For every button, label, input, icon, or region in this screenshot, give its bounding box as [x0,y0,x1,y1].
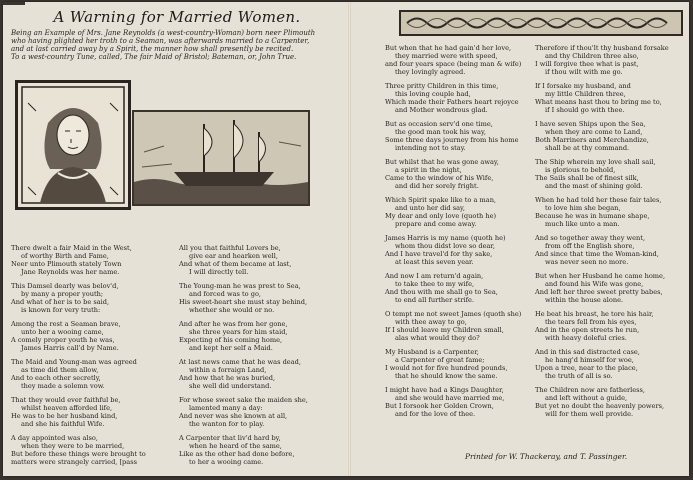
verse-line: He was to be her husband kind, [11,412,118,420]
verse-stanza [11,434,173,466]
verse-line: James Harris is my name (quoth he) [385,234,506,242]
verse-line: with heavy doleful cries. [545,334,627,342]
verse-line: And never was she known at all, [179,412,288,420]
verse-line: lamented many a day: [189,404,263,412]
verse-line: and Mother wondrous glad. [395,106,488,114]
verse-line: O tempt me not sweet James (quoth she) [385,310,522,318]
verse-line: from off the English shore, [545,242,635,250]
verse-stanza [535,120,685,152]
verse-stanza [535,234,685,266]
verse-stanza [11,244,173,276]
verse-line: But before these things were brought to [11,450,146,458]
verse-line: My dear and only love (quoth he) [385,212,497,220]
verse-line: At last news came that he was dead, [179,358,301,366]
verse-stanza [179,396,341,428]
verse-line: That they would ever faithful be, [11,396,121,404]
verse-line: I would not for five hundred pounds, [385,364,508,372]
scan-edge [3,2,25,5]
verse-stanza [11,282,173,314]
verse-stanza [385,44,535,76]
center-fold [348,2,351,476]
verse-line: And now I am return'd again, [385,272,484,280]
verse-line: and did her sorely fright. [395,182,479,190]
verse-line: is known for very truth: [21,306,101,314]
verse-line: Among the rest a Seaman brave, [11,320,121,328]
verse-line: with thee away to go, [395,318,467,326]
verse-line: If I forsake my husband, and [535,82,631,90]
verse-stanza [385,310,535,342]
verse-line: matters were strangely carried, [pass [11,458,137,466]
verse-line: Expecting of his coming home, [179,336,283,344]
verse-line: I will forgive thee what is past, [535,60,639,68]
verse-line: The Maid and Young-man was agreed [11,358,137,366]
verse-line: The Children now are fatherless, [535,386,646,394]
verse-stanza [385,386,535,418]
verse-line: The Young-man he was prest to Sea, [179,282,301,290]
verse-line: Because he was in humane shape, [535,212,650,220]
verse-line: a spirit in the night, [395,166,462,174]
verse-line: But yet no doubt the heavenly powers, [535,402,665,410]
verse-line: And thou with me shall go to Sea, [385,288,498,296]
verse-line: at least this seven year. [395,258,474,266]
verse-line: this loving couple had, [395,90,471,98]
verse-stanza [179,282,341,314]
verse-stanza [535,272,685,304]
verse-line: will for them well provide. [545,410,634,418]
verse-line: to love him she began, [545,204,621,212]
woodcut-illustrations [11,76,343,206]
verse-line: And in this sad distracted case, [535,348,640,356]
verse-line: and she his faithful Wife. [21,420,105,428]
verse-line: when they are come to Land, [545,128,643,136]
verse-stanza [385,234,535,266]
verse-stanza [179,434,341,466]
verse-stanza [385,82,535,114]
verse-stanza [535,196,685,228]
verse-line: if thou wilt with me go. [545,68,623,76]
verse-line: Jane Reynolds was her name. [21,268,120,276]
verse-line: they lovingly agreed. [395,68,466,76]
verse-line: she three years for him staid, [189,328,288,336]
verse-line: What means hast thou to bring me to, [535,98,662,106]
verse-line: Like as the other had done before, [179,450,295,458]
verse-line: I might have had a Kings Daughter, [385,386,504,394]
verse-line: was never seen no more. [545,258,629,266]
verse-line: Both Marriners and Merchandize, [535,136,649,144]
verse-line: whilst heaven afforded life, [21,404,113,412]
verse-line: Which Spirit spake like to a man, [385,196,497,204]
verse-column-4 [535,44,685,424]
verse-stanza [535,82,685,114]
verse-stanza [535,348,685,380]
verse-line: He beat his breast, he tore his hair, [535,310,654,318]
verse-line: whether she would or no. [189,306,275,314]
verse-stanza [179,358,341,390]
verse-line: Some three days journey from his home [385,136,519,144]
verse-line: And I have travel'd for thy sake, [385,250,493,258]
verse-line: she well did understand. [189,382,272,390]
page-title: A Warning for Married Women. [53,8,301,26]
verse-line: And left her three sweet pretty babes, [535,288,663,296]
intro-text [11,29,343,61]
verse-line: and forced was to go, [189,290,262,298]
left-page [9,6,345,472]
verse-line: His sweet-heart she must stay behind, [179,298,308,306]
intro-line: To a west-country Tune, called, The fair Maid of Bristol; Bateman, or, John True. [11,53,297,61]
printer-imprint: Printed for W. Thackeray, and T. Passinger. [465,452,628,461]
verse-line: Three pritty Children in this time, [385,82,499,90]
verse-stanza [179,320,341,352]
verse-line: is glorious to behold, [545,166,616,174]
verse-column-2 [179,244,341,472]
verse-stanza [535,158,685,190]
ship-woodcut [132,110,310,206]
verse-line: they married were with speed, [395,52,498,60]
verse-line: a Carpenter of great fame; [395,356,485,364]
verse-line: shall be at thy command. [545,144,630,152]
verse-line: that he should know the same. [395,372,498,380]
verse-stanza [385,120,535,152]
verse-line: and thy Children three also, [545,52,639,60]
verse-line: A comely proper youth he was, [11,336,115,344]
verse-line: And how that he was buried, [179,374,276,382]
verse-line: they made a solemn vow. [21,382,105,390]
verse-line: And since that time the Woman-kind, [535,250,659,258]
verse-stanza [11,396,173,428]
verse-line: If I should leave my Children small, [385,326,504,334]
verse-line: And to each other secretly, [11,374,101,382]
verse-stanza [535,386,685,418]
verse-line: alas what would they do? [395,334,480,342]
verse-line: and the mast of shining gold. [545,182,643,190]
verse-line: My Husband is a Carpenter, [385,348,479,356]
verse-line: give ear and hearken well, [189,252,278,260]
verse-line: unto her a wooing came, [21,328,104,336]
verse-line: much like unto a man. [545,220,620,228]
verse-line: Came to the window of his Wife, [385,174,494,182]
intro-line: Being an Example of Mrs. Jane Reynolds (a west-country-Woman) born neer Plimouth [11,29,316,37]
verse-line: if I should go with thee. [545,106,625,114]
verse-line: But when that he had gain'd her love, [385,44,512,52]
verse-line: of worthy Birth and Fame, [21,252,109,260]
verse-line: and she would have married me, [395,394,505,402]
verse-line: A day appointed was also, [11,434,98,442]
verse-column-1 [11,244,173,472]
intro-line: who having plighted her troth to a Seaman, was afterwards married to a Carpenter, [11,37,310,45]
verse-line: the good man took his way, [395,128,486,136]
verse-stanza [385,158,535,190]
verse-line: But I forsook her Golden Crown, [385,402,494,410]
verse-line: But when her Husband he came home, [535,272,666,280]
verse-line: the wanton for to play. [189,420,265,428]
verse-line: When he had told her these fair tales, [535,196,662,204]
verse-line: intending not to stay. [395,144,466,152]
verse-line: and found his Wife was gone, [545,280,644,288]
verse-line: But as occasion serv'd one time, [385,120,493,128]
broadside-sheet [3,2,689,476]
verse-line: But whilst that he was gone away, [385,158,499,166]
verse-stanza [535,310,685,342]
verse-line: he hang'd himself for woe, [545,356,634,364]
verse-line: The Sails shall be of finest silk, [535,174,639,182]
verse-line: And in the open streets he run, [535,326,640,334]
verse-line: and for the love of thee. [395,410,476,418]
verse-stanza [11,358,173,390]
verse-line: Neer unto Plimouth stately Town [11,260,122,268]
verse-line: to end all further strife. [395,296,475,304]
verse-line: And what of them became at last, [179,260,292,268]
verse-line: And what of her is to be said, [11,298,110,306]
verse-line: Upon a tree, near to the place, [535,364,638,372]
intro-line: and at last carried away by a Spirit, the manner how shall presently be recited. [11,45,294,53]
ornamental-border [399,10,683,36]
verse-line: as time did them allow, [21,366,99,374]
verse-line: Therefore if thou'lt thy husband forsake [535,44,669,52]
right-page [355,6,685,472]
verse-line: James Harris call'd by Name. [21,344,119,352]
verse-line: I will directly tell. [189,268,249,276]
verse-line: and four years space (being man & wife) [385,60,522,68]
verse-line: The Ship wherein my love shall sail, [535,158,656,166]
portrait-woodcut [15,80,131,210]
verse-column-3 [385,44,535,424]
verse-line: when they were to be married, [21,442,125,450]
verse-line: For whose sweet sake the maiden she, [179,396,308,404]
verse-line: and left without a guide, [545,394,628,402]
verse-stanza [385,272,535,304]
verse-line: Which made their Fathers heart rejoyce [385,98,519,106]
verse-line: my little Children three, [545,90,626,98]
verse-stanza [179,244,341,276]
verse-line: This Damsel dearly was belov'd, [11,282,119,290]
verse-line: within the house alone. [545,296,624,304]
verse-line: the tears fell from his eyes, [545,318,637,326]
verse-line: by many a proper youth; [21,290,104,298]
verse-stanza [385,348,535,380]
verse-line: A Carpenter that liv'd hard by, [179,434,281,442]
verse-line: I have seven Ships upon the Sea, [535,120,646,128]
verse-line: whom thou didst love so dear, [395,242,495,250]
verse-line: and kept her self a Maid. [189,344,273,352]
verse-stanza [535,44,685,76]
verse-line: to her a wooing came. [189,458,264,466]
verse-line: and unto her did say, [395,204,466,212]
verse-line: And so together away they went, [535,234,646,242]
verse-line: within a forraign Land, [189,366,267,374]
verse-line: the truth of all is so. [545,372,613,380]
verse-stanza [385,196,535,228]
verse-line: prepare and come away. [395,220,477,228]
verse-line: to take thee to my wife, [395,280,475,288]
verse-line: And after he was from her gone, [179,320,288,328]
verse-line: All you that faithful Lovers be, [179,244,281,252]
verse-line: There dwelt a fair Maid in the West, [11,244,132,252]
verse-line: when he heard of the same, [189,442,282,450]
verse-stanza [11,320,173,352]
